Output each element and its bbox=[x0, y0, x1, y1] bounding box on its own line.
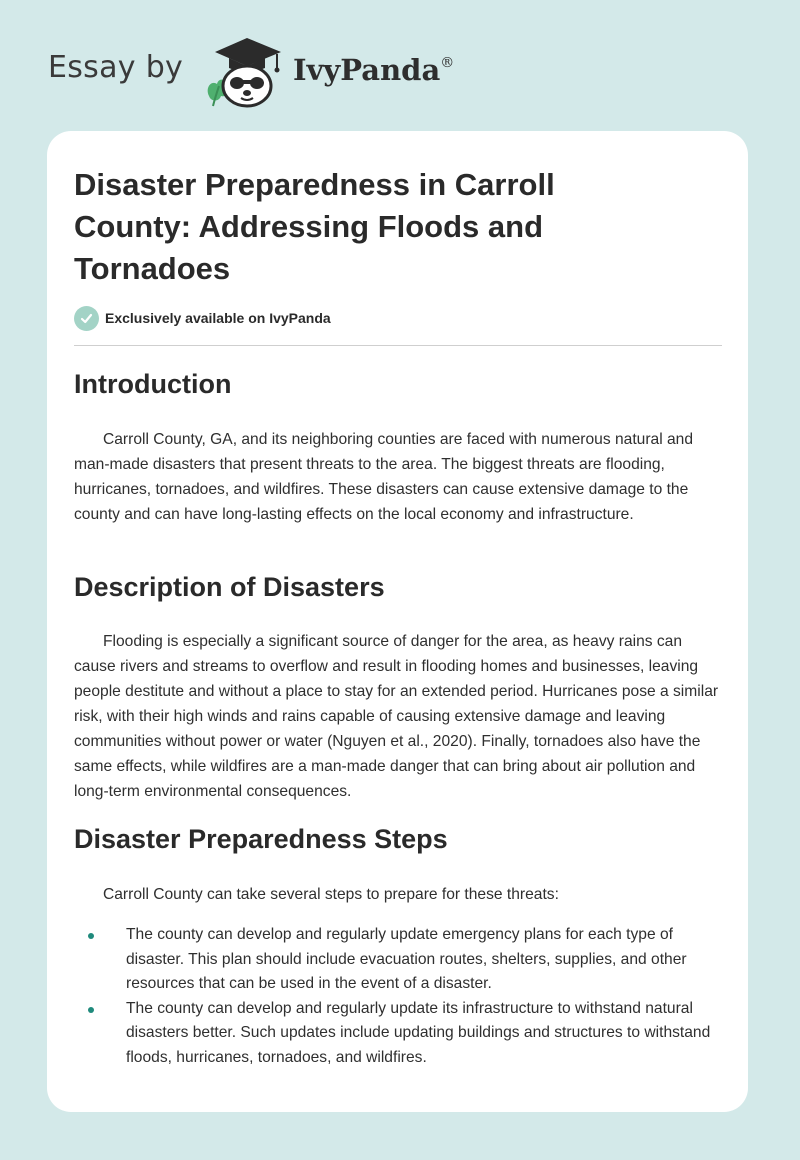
section-paragraph-description: Flooding is especially a significant source of danger for the area, as heavy rains can cause rivers and streams to overflow and result in flooding homes and businesses, leaving people destitute and without a place to stay for an extended period. Hurricanes pose a similar risk, with their high winds and rains capable of causing extensive damage and leaving communities without power or water (Nguyen et al., 2020). Finally, tornadoes also have the same effects, while wildfires are a man-made danger that can bring about air pollution and long-term environmental consequences. bbox=[74, 633, 719, 800]
registered-mark: ® bbox=[440, 55, 455, 71]
brand-name[interactable]: IvyPanda® bbox=[293, 53, 455, 87]
section-heading-introduction: Introduction bbox=[74, 369, 232, 399]
section-paragraph-steps: Carroll County can take several steps to prepare for these threats: bbox=[103, 886, 559, 903]
title-divider bbox=[74, 345, 722, 346]
list-item-text: The county can develop and regularly update emergency plans for each type of disaster. This plan should include evacuation routes, shelters, supplies, and other resources that can be used in the event of a disaster. bbox=[126, 926, 687, 992]
bullet-icon bbox=[88, 933, 94, 939]
steps-list bbox=[74, 923, 724, 1070]
list-item bbox=[74, 923, 724, 997]
list-item-text: The county can develop and regularly update its infrastructure to withstand natural disasters better. Such updates include updating buildings and structures to withstand floods, hurricanes, tornadoes, and wildfires. bbox=[126, 999, 711, 1066]
exclusive-badge-text: Exclusively available on IvyPanda bbox=[105, 310, 331, 326]
bullet-icon bbox=[88, 1007, 94, 1013]
section-heading-steps: Disaster Preparedness Steps bbox=[74, 824, 448, 854]
check-icon bbox=[74, 306, 99, 331]
panda-logo-icon[interactable] bbox=[203, 36, 293, 108]
section-paragraph-introduction: Carroll County, GA, and its neighboring counties are faced with numerous natural and man-made disasters that present threats to the area. The biggest threats are flooding, hurricanes, tornadoes, and wildfires. These disasters can cause extensive damage to the county and can have long-lasting effects on the local economy and infrastructure. bbox=[74, 431, 694, 523]
article-card bbox=[47, 131, 748, 1112]
site-header bbox=[0, 0, 800, 130]
section-heading-description: Description of Disasters bbox=[74, 572, 385, 602]
list-item bbox=[74, 997, 724, 1071]
page-title: Disaster Preparedness in Carroll County: Addressing Floods and Tornadoes bbox=[74, 167, 555, 286]
exclusive-badge bbox=[74, 305, 331, 331]
essay-by-label: Essay by bbox=[48, 50, 184, 85]
